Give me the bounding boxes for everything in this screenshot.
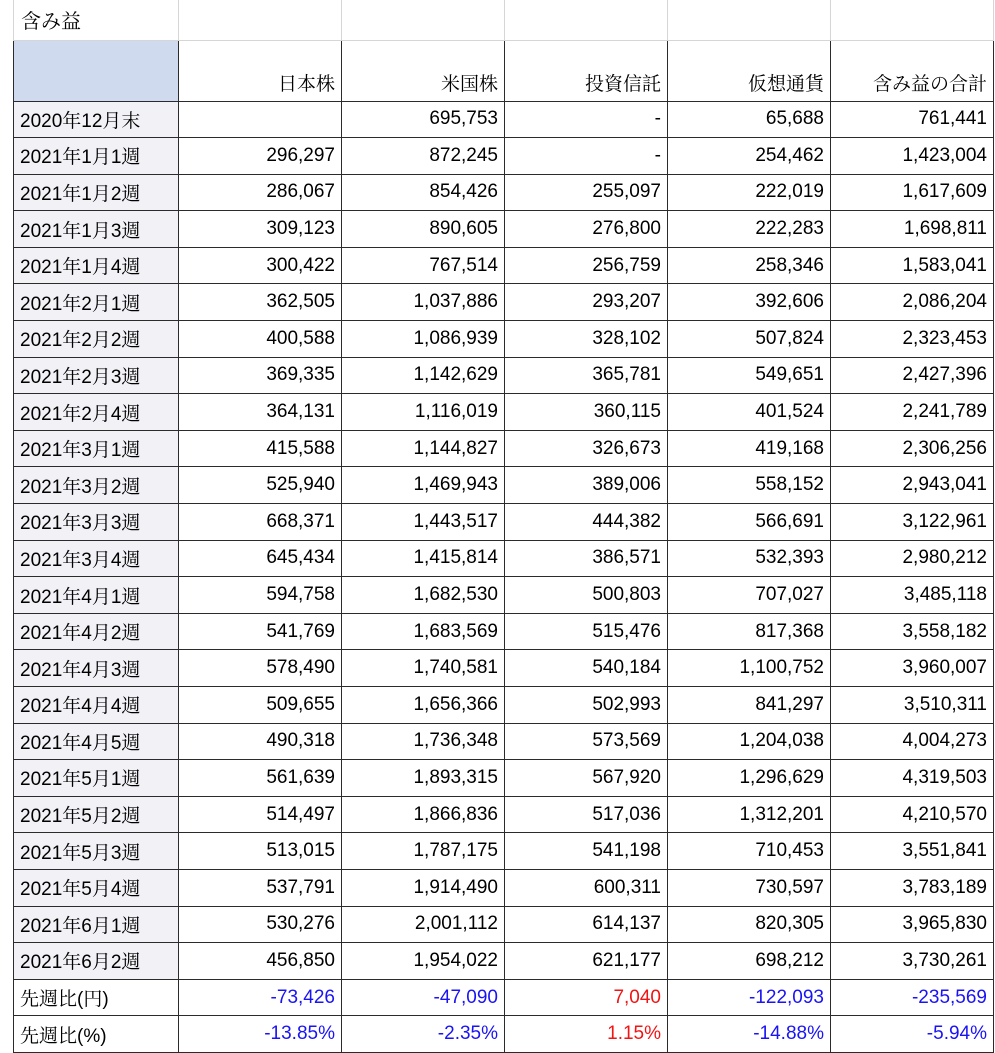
row-label-cell[interactable]: 2021年4月2週 (14, 613, 179, 650)
cell-japan-stocks[interactable]: 525,940 (179, 467, 342, 504)
cell-us-stocks[interactable]: 1,893,315 (342, 760, 505, 797)
cell-us-stocks[interactable]: 1,656,366 (342, 687, 505, 724)
cell-japan-stocks[interactable]: 362,505 (179, 284, 342, 321)
cell-mutual-funds[interactable]: 517,036 (505, 796, 668, 833)
cell-mutual-funds[interactable]: 600,311 (505, 869, 668, 906)
cell-total-gains[interactable]: 3,558,182 (831, 613, 994, 650)
cell-mutual-funds[interactable]: 293,207 (505, 284, 668, 321)
change-cell-crypto[interactable]: -122,093 (668, 979, 831, 1016)
cell-total-gains[interactable]: 3,122,961 (831, 504, 994, 541)
cell-japan-stocks[interactable]: 645,434 (179, 540, 342, 577)
cell-mutual-funds[interactable]: 360,115 (505, 394, 668, 431)
cell-us-stocks[interactable]: 1,866,836 (342, 796, 505, 833)
cell-us-stocks[interactable]: 1,914,490 (342, 869, 505, 906)
cell-us-stocks[interactable]: 767,514 (342, 247, 505, 284)
cell-mutual-funds[interactable]: 502,993 (505, 687, 668, 724)
cell-us-stocks[interactable]: 1,469,943 (342, 467, 505, 504)
table-row (14, 138, 994, 175)
cell-total-gains[interactable]: 4,210,570 (831, 796, 994, 833)
cell-total-gains[interactable]: 3,551,841 (831, 833, 994, 870)
change-row (14, 979, 994, 1016)
row-label-cell[interactable]: 2021年1月2週 (14, 174, 179, 211)
cell-mutual-funds[interactable]: 541,198 (505, 833, 668, 870)
cell-japan-stocks[interactable]: 309,123 (179, 211, 342, 248)
cell-mutual-funds[interactable]: 256,759 (505, 247, 668, 284)
table-row (14, 101, 994, 138)
row-label-cell[interactable]: 2021年3月3週 (14, 504, 179, 541)
row-label-cell[interactable]: 2021年1月4週 (14, 247, 179, 284)
cell-japan-stocks[interactable]: 530,276 (179, 906, 342, 943)
cell-crypto[interactable]: 392,606 (668, 284, 831, 321)
title-row (14, 0, 994, 40)
cell-us-stocks[interactable]: 1,954,022 (342, 943, 505, 980)
cell-japan-stocks[interactable] (179, 101, 342, 138)
cell-total-gains[interactable]: 3,485,118 (831, 577, 994, 614)
table-row (14, 760, 994, 797)
cell-us-stocks[interactable]: 1,787,175 (342, 833, 505, 870)
cell-mutual-funds[interactable]: 500,803 (505, 577, 668, 614)
cell-total-gains[interactable]: 1,698,811 (831, 211, 994, 248)
cell-japan-stocks[interactable]: 369,335 (179, 357, 342, 394)
cell-mutual-funds[interactable]: 444,382 (505, 504, 668, 541)
cell-japan-stocks[interactable]: 668,371 (179, 504, 342, 541)
cell-us-stocks[interactable]: 1,443,517 (342, 504, 505, 541)
cell-total-gains[interactable]: 4,004,273 (831, 723, 994, 760)
table-row (14, 284, 994, 321)
cell-japan-stocks[interactable]: 513,015 (179, 833, 342, 870)
cell-japan-stocks[interactable]: 541,769 (179, 613, 342, 650)
cell-mutual-funds[interactable]: 276,800 (505, 211, 668, 248)
cell-japan-stocks[interactable]: 400,588 (179, 321, 342, 358)
change-cell-us-stocks[interactable]: -2.35% (342, 1016, 505, 1053)
cell-japan-stocks[interactable]: 561,639 (179, 760, 342, 797)
cell-crypto[interactable]: 222,283 (668, 211, 831, 248)
table-row (14, 906, 994, 943)
cell-mutual-funds[interactable]: 621,177 (505, 943, 668, 980)
cell-us-stocks[interactable]: 854,426 (342, 174, 505, 211)
change-label-cell[interactable]: 先週比(円) (14, 979, 179, 1016)
cell-crypto[interactable]: 698,212 (668, 943, 831, 980)
header-cell-japan-stocks[interactable]: 日本株 (179, 40, 342, 101)
cell-mutual-funds[interactable]: 326,673 (505, 430, 668, 467)
change-cell-total-gains[interactable]: -5.94% (831, 1016, 994, 1053)
cell-crypto[interactable]: 707,027 (668, 577, 831, 614)
table-row (14, 321, 994, 358)
cell-crypto[interactable]: 258,346 (668, 247, 831, 284)
row-label-cell[interactable]: 2021年5月1週 (14, 760, 179, 797)
cell-japan-stocks[interactable]: 514,497 (179, 796, 342, 833)
cell-us-stocks[interactable]: 1,415,814 (342, 540, 505, 577)
cell-crypto[interactable]: 730,597 (668, 869, 831, 906)
cell-crypto[interactable]: 222,019 (668, 174, 831, 211)
cell-mutual-funds[interactable]: 389,006 (505, 467, 668, 504)
row-label-cell[interactable]: 2021年3月1週 (14, 430, 179, 467)
row-label-cell[interactable]: 2021年3月4週 (14, 540, 179, 577)
cell-japan-stocks[interactable]: 594,758 (179, 577, 342, 614)
cell-crypto[interactable]: 65,688 (668, 101, 831, 138)
column-header-row (14, 40, 994, 101)
table-row (14, 613, 994, 650)
cell-us-stocks[interactable]: 1,116,019 (342, 394, 505, 431)
change-row (14, 1016, 994, 1053)
cell-crypto[interactable]: 820,305 (668, 906, 831, 943)
cell-total-gains[interactable]: 2,086,204 (831, 284, 994, 321)
table-row (14, 357, 994, 394)
cell-total-gains[interactable]: 1,423,004 (831, 138, 994, 175)
cell-mutual-funds[interactable]: - (505, 101, 668, 138)
cell-mutual-funds[interactable]: 573,569 (505, 723, 668, 760)
cell-mutual-funds[interactable]: 540,184 (505, 650, 668, 687)
unrealized-gains-table (13, 0, 994, 1053)
cell-us-stocks[interactable]: 1,740,581 (342, 650, 505, 687)
cell-us-stocks[interactable]: 695,753 (342, 101, 505, 138)
row-label-cell[interactable]: 2021年4月1週 (14, 577, 179, 614)
row-label-cell[interactable]: 2021年2月2週 (14, 321, 179, 358)
cell-mutual-funds[interactable]: - (505, 138, 668, 175)
empty-cell[interactable] (179, 0, 342, 40)
cell-japan-stocks[interactable]: 509,655 (179, 687, 342, 724)
cell-us-stocks[interactable]: 1,037,886 (342, 284, 505, 321)
row-label-cell[interactable]: 2021年6月1週 (14, 906, 179, 943)
header-corner-cell[interactable] (14, 40, 179, 101)
cell-total-gains[interactable]: 761,441 (831, 101, 994, 138)
cell-japan-stocks[interactable]: 456,850 (179, 943, 342, 980)
cell-crypto[interactable]: 532,393 (668, 540, 831, 577)
row-label-cell[interactable]: 2021年3月2週 (14, 467, 179, 504)
change-cell-mutual-funds[interactable]: 1.15% (505, 1016, 668, 1053)
row-label-cell[interactable]: 2021年4月5週 (14, 723, 179, 760)
change-cell-japan-stocks[interactable]: -13.85% (179, 1016, 342, 1053)
table-row (14, 833, 994, 870)
cell-crypto[interactable]: 401,524 (668, 394, 831, 431)
cell-japan-stocks[interactable]: 578,490 (179, 650, 342, 687)
header-cell-total-gains[interactable]: 含み益の合計 (831, 40, 994, 101)
row-label-cell[interactable]: 2021年1月1週 (14, 138, 179, 175)
change-cell-us-stocks[interactable]: -47,090 (342, 979, 505, 1016)
cell-total-gains[interactable]: 2,306,256 (831, 430, 994, 467)
change-cell-japan-stocks[interactable]: -73,426 (179, 979, 342, 1016)
row-label-cell[interactable]: 2021年2月1週 (14, 284, 179, 321)
row-label-cell[interactable]: 2021年2月4週 (14, 394, 179, 431)
table-row (14, 247, 994, 284)
table-row (14, 869, 994, 906)
table-row (14, 577, 994, 614)
cell-japan-stocks[interactable]: 490,318 (179, 723, 342, 760)
cell-crypto[interactable]: 1,204,038 (668, 723, 831, 760)
cell-crypto[interactable]: 549,651 (668, 357, 831, 394)
cell-mutual-funds[interactable]: 255,097 (505, 174, 668, 211)
table-row (14, 211, 994, 248)
cell-total-gains[interactable]: 2,427,396 (831, 357, 994, 394)
header-cell-mutual-funds[interactable]: 投資信託 (505, 40, 668, 101)
cell-total-gains[interactable]: 2,943,041 (831, 467, 994, 504)
table-row (14, 943, 994, 980)
cell-total-gains[interactable]: 2,241,789 (831, 394, 994, 431)
empty-cell[interactable] (831, 0, 994, 40)
row-label-cell[interactable]: 2021年4月4週 (14, 687, 179, 724)
cell-us-stocks[interactable]: 1,682,530 (342, 577, 505, 614)
row-label-cell[interactable]: 2021年1月3週 (14, 211, 179, 248)
cell-total-gains[interactable]: 4,319,503 (831, 760, 994, 797)
table-row (14, 796, 994, 833)
cell-mutual-funds[interactable]: 386,571 (505, 540, 668, 577)
cell-crypto[interactable]: 1,296,629 (668, 760, 831, 797)
row-label-cell[interactable]: 2021年6月2週 (14, 943, 179, 980)
cell-us-stocks[interactable]: 1,144,827 (342, 430, 505, 467)
header-cell-crypto[interactable]: 仮想通貨 (668, 40, 831, 101)
cell-total-gains[interactable]: 3,783,189 (831, 869, 994, 906)
empty-cell[interactable] (342, 0, 505, 40)
cell-japan-stocks[interactable]: 296,297 (179, 138, 342, 175)
cell-crypto[interactable]: 1,100,752 (668, 650, 831, 687)
cell-mutual-funds[interactable]: 365,781 (505, 357, 668, 394)
cell-japan-stocks[interactable]: 300,422 (179, 247, 342, 284)
cell-mutual-funds[interactable]: 328,102 (505, 321, 668, 358)
row-label-cell[interactable]: 2021年5月3週 (14, 833, 179, 870)
change-cell-total-gains[interactable]: -235,569 (831, 979, 994, 1016)
cell-total-gains[interactable]: 3,510,311 (831, 687, 994, 724)
cell-crypto[interactable]: 1,312,201 (668, 796, 831, 833)
change-cell-mutual-funds[interactable]: 7,040 (505, 979, 668, 1016)
row-label-cell[interactable]: 2021年5月4週 (14, 869, 179, 906)
change-label-cell[interactable]: 先週比(%) (14, 1016, 179, 1053)
cell-crypto[interactable]: 566,691 (668, 504, 831, 541)
cell-us-stocks[interactable]: 1,086,939 (342, 321, 505, 358)
cell-mutual-funds[interactable]: 515,476 (505, 613, 668, 650)
cell-mutual-funds[interactable]: 614,137 (505, 906, 668, 943)
cell-us-stocks[interactable]: 1,736,348 (342, 723, 505, 760)
table-row (14, 467, 994, 504)
cell-total-gains[interactable]: 2,323,453 (831, 321, 994, 358)
row-label-cell[interactable]: 2021年2月3週 (14, 357, 179, 394)
table-row (14, 650, 994, 687)
table-row (14, 540, 994, 577)
table-row (14, 174, 994, 211)
change-cell-crypto[interactable]: -14.88% (668, 1016, 831, 1053)
cell-us-stocks[interactable]: 2,001,112 (342, 906, 505, 943)
row-label-cell[interactable]: 2021年5月2週 (14, 796, 179, 833)
cell-japan-stocks[interactable]: 364,131 (179, 394, 342, 431)
cell-crypto[interactable]: 507,824 (668, 321, 831, 358)
cell-crypto[interactable]: 254,462 (668, 138, 831, 175)
table-row (14, 504, 994, 541)
cell-crypto[interactable]: 710,453 (668, 833, 831, 870)
empty-cell[interactable] (505, 0, 668, 40)
cell-total-gains[interactable]: 1,583,041 (831, 247, 994, 284)
row-label-cell[interactable]: 2021年4月3週 (14, 650, 179, 687)
cell-total-gains[interactable]: 3,960,007 (831, 650, 994, 687)
table-row (14, 723, 994, 760)
header-cell-us-stocks[interactable]: 米国株 (342, 40, 505, 101)
cell-total-gains[interactable]: 1,617,609 (831, 174, 994, 211)
table-row (14, 687, 994, 724)
cell-total-gains[interactable]: 2,980,212 (831, 540, 994, 577)
cell-crypto[interactable]: 841,297 (668, 687, 831, 724)
row-label-cell[interactable]: 2020年12月末 (14, 101, 179, 138)
cell-us-stocks[interactable]: 872,245 (342, 138, 505, 175)
cell-crypto[interactable]: 817,368 (668, 613, 831, 650)
sheet-title-cell[interactable]: 含み益 (14, 0, 179, 40)
cell-japan-stocks[interactable]: 286,067 (179, 174, 342, 211)
empty-cell[interactable] (668, 0, 831, 40)
cell-total-gains[interactable]: 3,965,830 (831, 906, 994, 943)
cell-japan-stocks[interactable]: 415,588 (179, 430, 342, 467)
table-row (14, 430, 994, 467)
cell-us-stocks[interactable]: 1,142,629 (342, 357, 505, 394)
cell-japan-stocks[interactable]: 537,791 (179, 869, 342, 906)
table-row (14, 394, 994, 431)
cell-total-gains[interactable]: 3,730,261 (831, 943, 994, 980)
cell-us-stocks[interactable]: 890,605 (342, 211, 505, 248)
cell-crypto[interactable]: 419,168 (668, 430, 831, 467)
cell-crypto[interactable]: 558,152 (668, 467, 831, 504)
cell-mutual-funds[interactable]: 567,920 (505, 760, 668, 797)
cell-us-stocks[interactable]: 1,683,569 (342, 613, 505, 650)
